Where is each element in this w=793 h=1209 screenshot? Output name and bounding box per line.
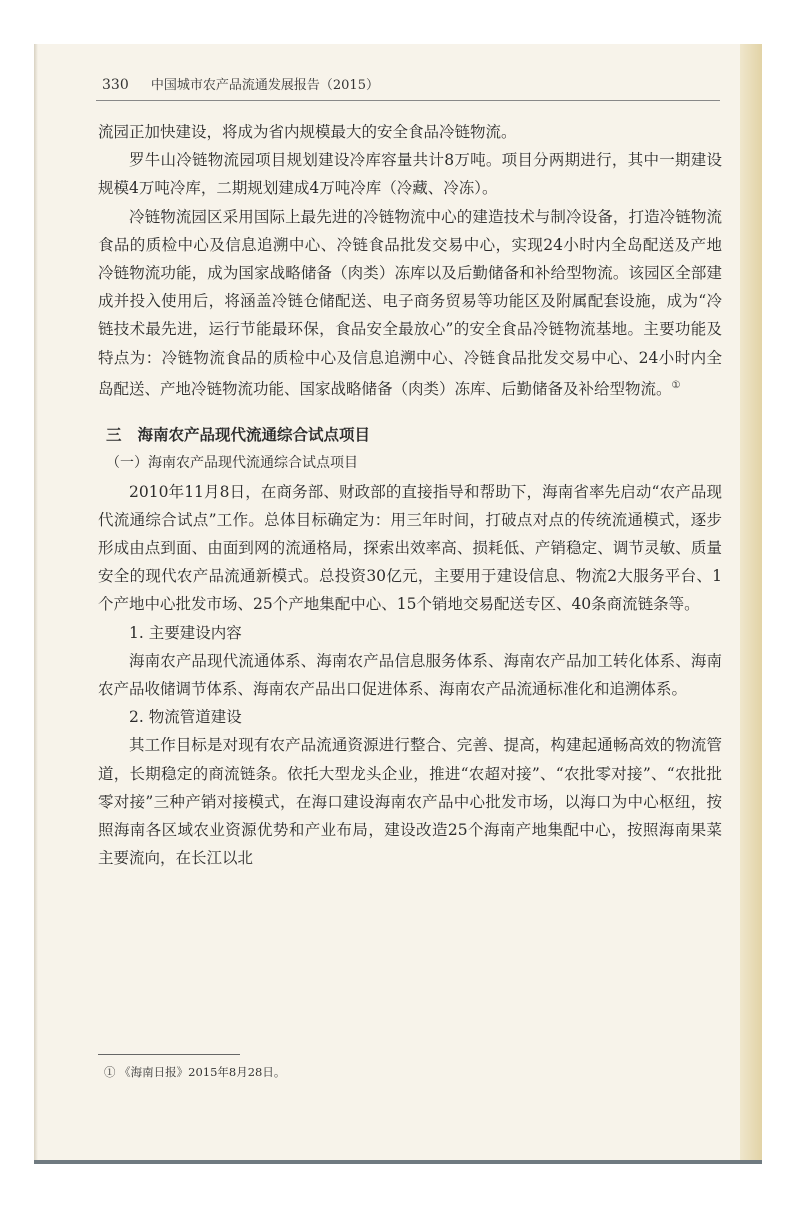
paragraph-3 [98,203,722,404]
footnote: ① 《海南日报》2015年8月28日。 [104,1065,286,1079]
book-title: 中国城市农产品流通发展报告（2015） [150,78,379,93]
header-rule [96,100,720,101]
subsection-heading: （一）海南农产品现代流通综合试点项目 [106,455,358,472]
item-1-title: 1. 主要建设内容 [129,623,242,642]
paragraph-3-text: 冷链物流园区采用国际上最先进的冷链物流中心的建造技术与制冷设备，打造冷链物流食品的质检中心及信息追溯中心、冷链食品批发交易中心，实现24小时内全岛配送及产地冷链物流功能，成为国家战略储备（肉类）冻库以及后勤储备和补给型物流。该园区全部建成并投入使用后，将涵盖冷链仓储配送、电子商务贸易等功能区及附属配套设施，成为“冷链技术最先进，运行节能最环保，食品安全最放心”的安全食品冷链物流基地。主要功能及特点为：冷链物流食品的质检中心及信息追溯中心、冷链食品批发交易中心、24小时内全岛配送、产地冷链物流功能、国家战略储备（肉类）冻库、后勤储备及补给型物流。 [98,207,722,398]
paragraph-2: 罗牛山冷链物流园项目规划建设冷库容量共计8万吨。项目分两期进行，其中一期建设规模4万吨冷库，二期规划建成4万吨冷库（冷藏、冷冻）。 [98,151,722,198]
body-text [98,118,722,872]
book-spine-edge [740,44,762,1164]
paragraph-5: 海南农产品现代流通体系、海南农产品信息服务体系、海南农产品加工转化体系、海南农产品收储调节体系、海南农产品出口促进体系、海南农产品流通标准化和追溯体系。 [98,651,722,699]
footnote-rule [98,1054,240,1055]
paragraph-6: 其工作目标是对现有农产品流通资源进行整合、完善、提高，构建起通畅高效的物流管道，长期稳定的商流链条。依托大型龙头企业，推进“农超对接”、“农批零对接”、“农批批零对接”三种产销对接模式，在海口建设海南农产品中心批发市场，以海口为中心枢纽，按照海南各区域农业资源优势和产业布局，建设改造25个海南产地集配中心，按照海南果菜主要流向，在长江以北 [98,736,722,868]
section-heading [98,421,722,449]
page-number: 330 [102,77,129,93]
item-2-title: 2. 物流管道建设 [129,708,242,727]
page-left-shadow [34,44,38,1164]
running-header [102,74,702,93]
page-bottom-edge [34,1160,762,1164]
section-number: 三 [106,425,122,445]
footnote-marker: ① [671,379,681,391]
section-title: 海南农产品现代流通综合试点项目 [137,425,371,445]
paragraph-4: 2010年11月8日，在商务部、财政部的直接指导和帮助下，海南省率先启动“农产品现代流通综合试点”工作。总体目标确定为：用三年时间，打破点对点的传统流通模式，逐步形成由点到面、由面到网的流通格局，探索出效率高、损耗低、产销稳定、调节灵敏、质量安全的现代农产品流通新模式。总投资30亿元，主要用于建设信息、物流2大服务平台、1个产地中心批发市场、25个产地集配中心、15个销地交易配送专区、40条商流链条等。 [98,482,722,614]
paragraph-1: 流园正加快建设，将成为省内规模最大的安全食品冷链物流。 [98,123,517,141]
